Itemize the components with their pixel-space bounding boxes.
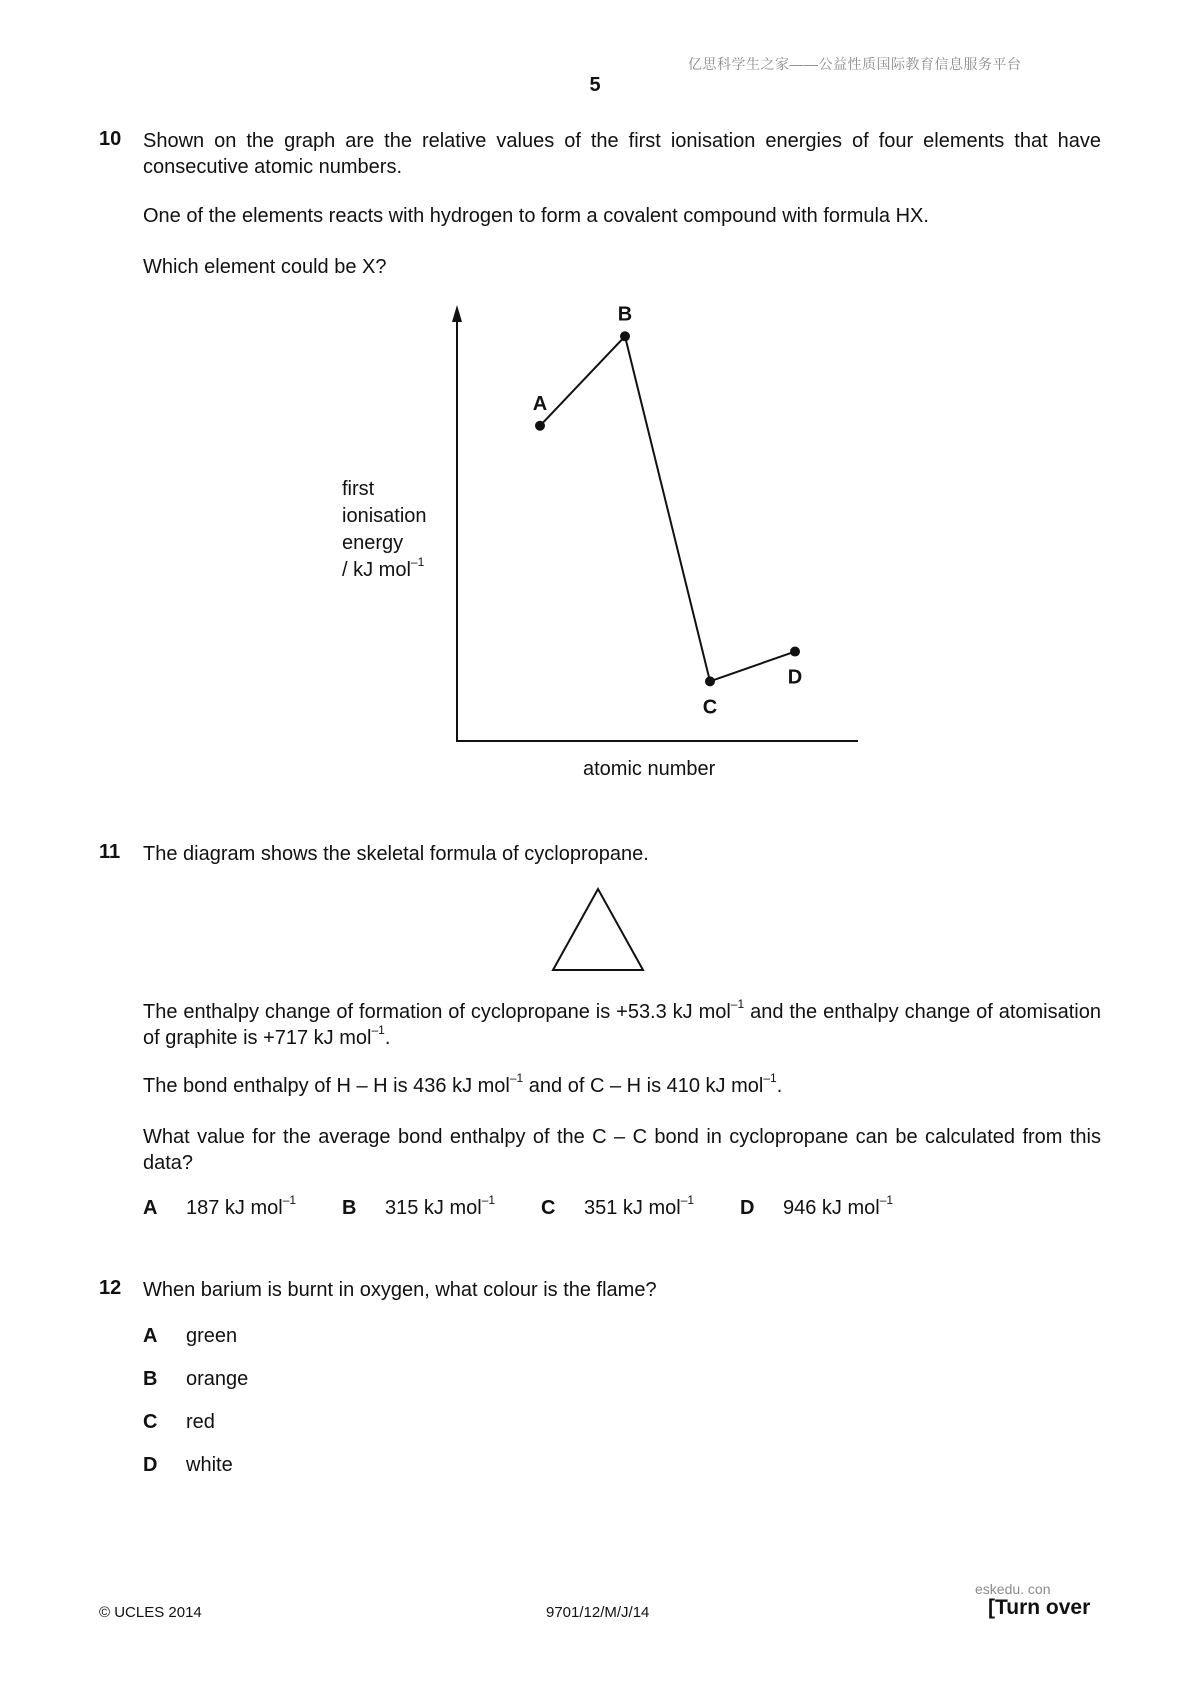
question-11-option-a-text: 187 kJ mol$^{-1}$ (186, 1193, 297, 1219)
page-number: 5 (589, 74, 601, 96)
point-label-d: D (787, 666, 803, 689)
option-letter: A (143, 1325, 158, 1347)
option-letter: B (143, 1368, 158, 1390)
data-point-b (620, 331, 630, 341)
question-12-text: When barium is burnt in oxygen, what colour is the flame? (143, 1279, 657, 1301)
option-letter: A (143, 1197, 158, 1219)
option-letter: B (342, 1197, 357, 1219)
question-11-option-d[interactable] (740, 1197, 754, 1220)
question-12-option-d-text: white (186, 1454, 233, 1476)
point-label-b: B (617, 303, 633, 326)
question-12-option-d[interactable] (143, 1454, 157, 1477)
point-label-a: A (532, 392, 548, 415)
question-11-enthalpy-text: The enthalpy change of formation of cyclopropane is +53.3 kJ mol$^{-1}$ and the enthalpy change of atomisation of graphite is +717 kJ mol$^{-1}$. (143, 997, 1101, 1049)
turn-over-label: [Turn over (988, 1596, 1091, 1619)
data-point-c (705, 676, 715, 686)
y-axis-label-line: ionisation (342, 505, 427, 527)
point-label-c: C (702, 696, 718, 719)
question-11-number: 11 (99, 841, 121, 863)
question-11-bond-text: The bond enthalpy of H – H is 436 kJ mol$^{-1}$ and of C – H is 410 kJ mol$^{-1}$. (143, 1071, 783, 1097)
y-axis-label-line: first (342, 478, 375, 500)
question-10-number: 10 (99, 128, 122, 150)
data-point-d (790, 647, 800, 657)
series-line (540, 336, 795, 681)
y-axis-label (342, 476, 427, 584)
y-axis-label-line: energy (342, 532, 404, 554)
watermark-footer: eskedu. con (975, 1581, 1051, 1597)
question-10-prompt: Which element could be X? (143, 256, 387, 278)
option-letter: D (740, 1197, 755, 1219)
question-12-option-a-text: green (186, 1325, 238, 1347)
x-axis-label: atomic number (583, 758, 716, 780)
option-letter: C (143, 1411, 158, 1433)
question-10-reaction-text: One of the elements reacts with hydrogen to form a covalent compound with formula HX. (143, 205, 929, 227)
question-11-option-d-text: 946 kJ mol$^{-1}$ (783, 1193, 894, 1219)
question-11-option-c-text: 351 kJ mol$^{-1}$ (584, 1193, 695, 1219)
question-11-option-b[interactable] (342, 1197, 356, 1220)
question-10-text: Shown on the graph are the relative values of the first ionisation energies of four elements that have consecutive atomic numbers. (143, 130, 1101, 178)
question-12-number: 12 (99, 1277, 122, 1299)
footer-copyright: © UCLES 2014 (99, 1604, 202, 1621)
question-12-option-b-text: orange (186, 1368, 249, 1390)
question-11-option-a[interactable] (143, 1197, 157, 1220)
watermark-header: 亿思科学生之家——公益性质国际教育信息服务平台 (688, 56, 1022, 72)
option-letter: D (143, 1454, 158, 1476)
y-axis-arrowhead (452, 305, 462, 322)
cyclopropane-diagram (548, 885, 648, 975)
y-axis-label-unit: / kJ mol$^{-1}$ (342, 555, 425, 581)
question-12-option-a[interactable] (143, 1325, 157, 1348)
question-11-option-c[interactable] (541, 1197, 555, 1220)
question-12-option-c[interactable] (143, 1411, 157, 1434)
question-12-option-c-text: red (186, 1411, 215, 1433)
option-letter: C (541, 1197, 556, 1219)
ionisation-energy-graph (0, 0, 1190, 800)
question-11-intro: The diagram shows the skeletal formula of cyclopropane. (143, 843, 649, 865)
question-12-option-b[interactable] (143, 1368, 157, 1391)
data-point-a (535, 421, 545, 431)
question-11-prompt: What value for the average bond enthalpy of the C – C bond in cyclopropane can be calculated from this data? (143, 1126, 1101, 1174)
footer-paper-code: 9701/12/M/J/14 (546, 1604, 650, 1621)
question-11-option-b-text: 315 kJ mol$^{-1}$ (385, 1193, 496, 1219)
